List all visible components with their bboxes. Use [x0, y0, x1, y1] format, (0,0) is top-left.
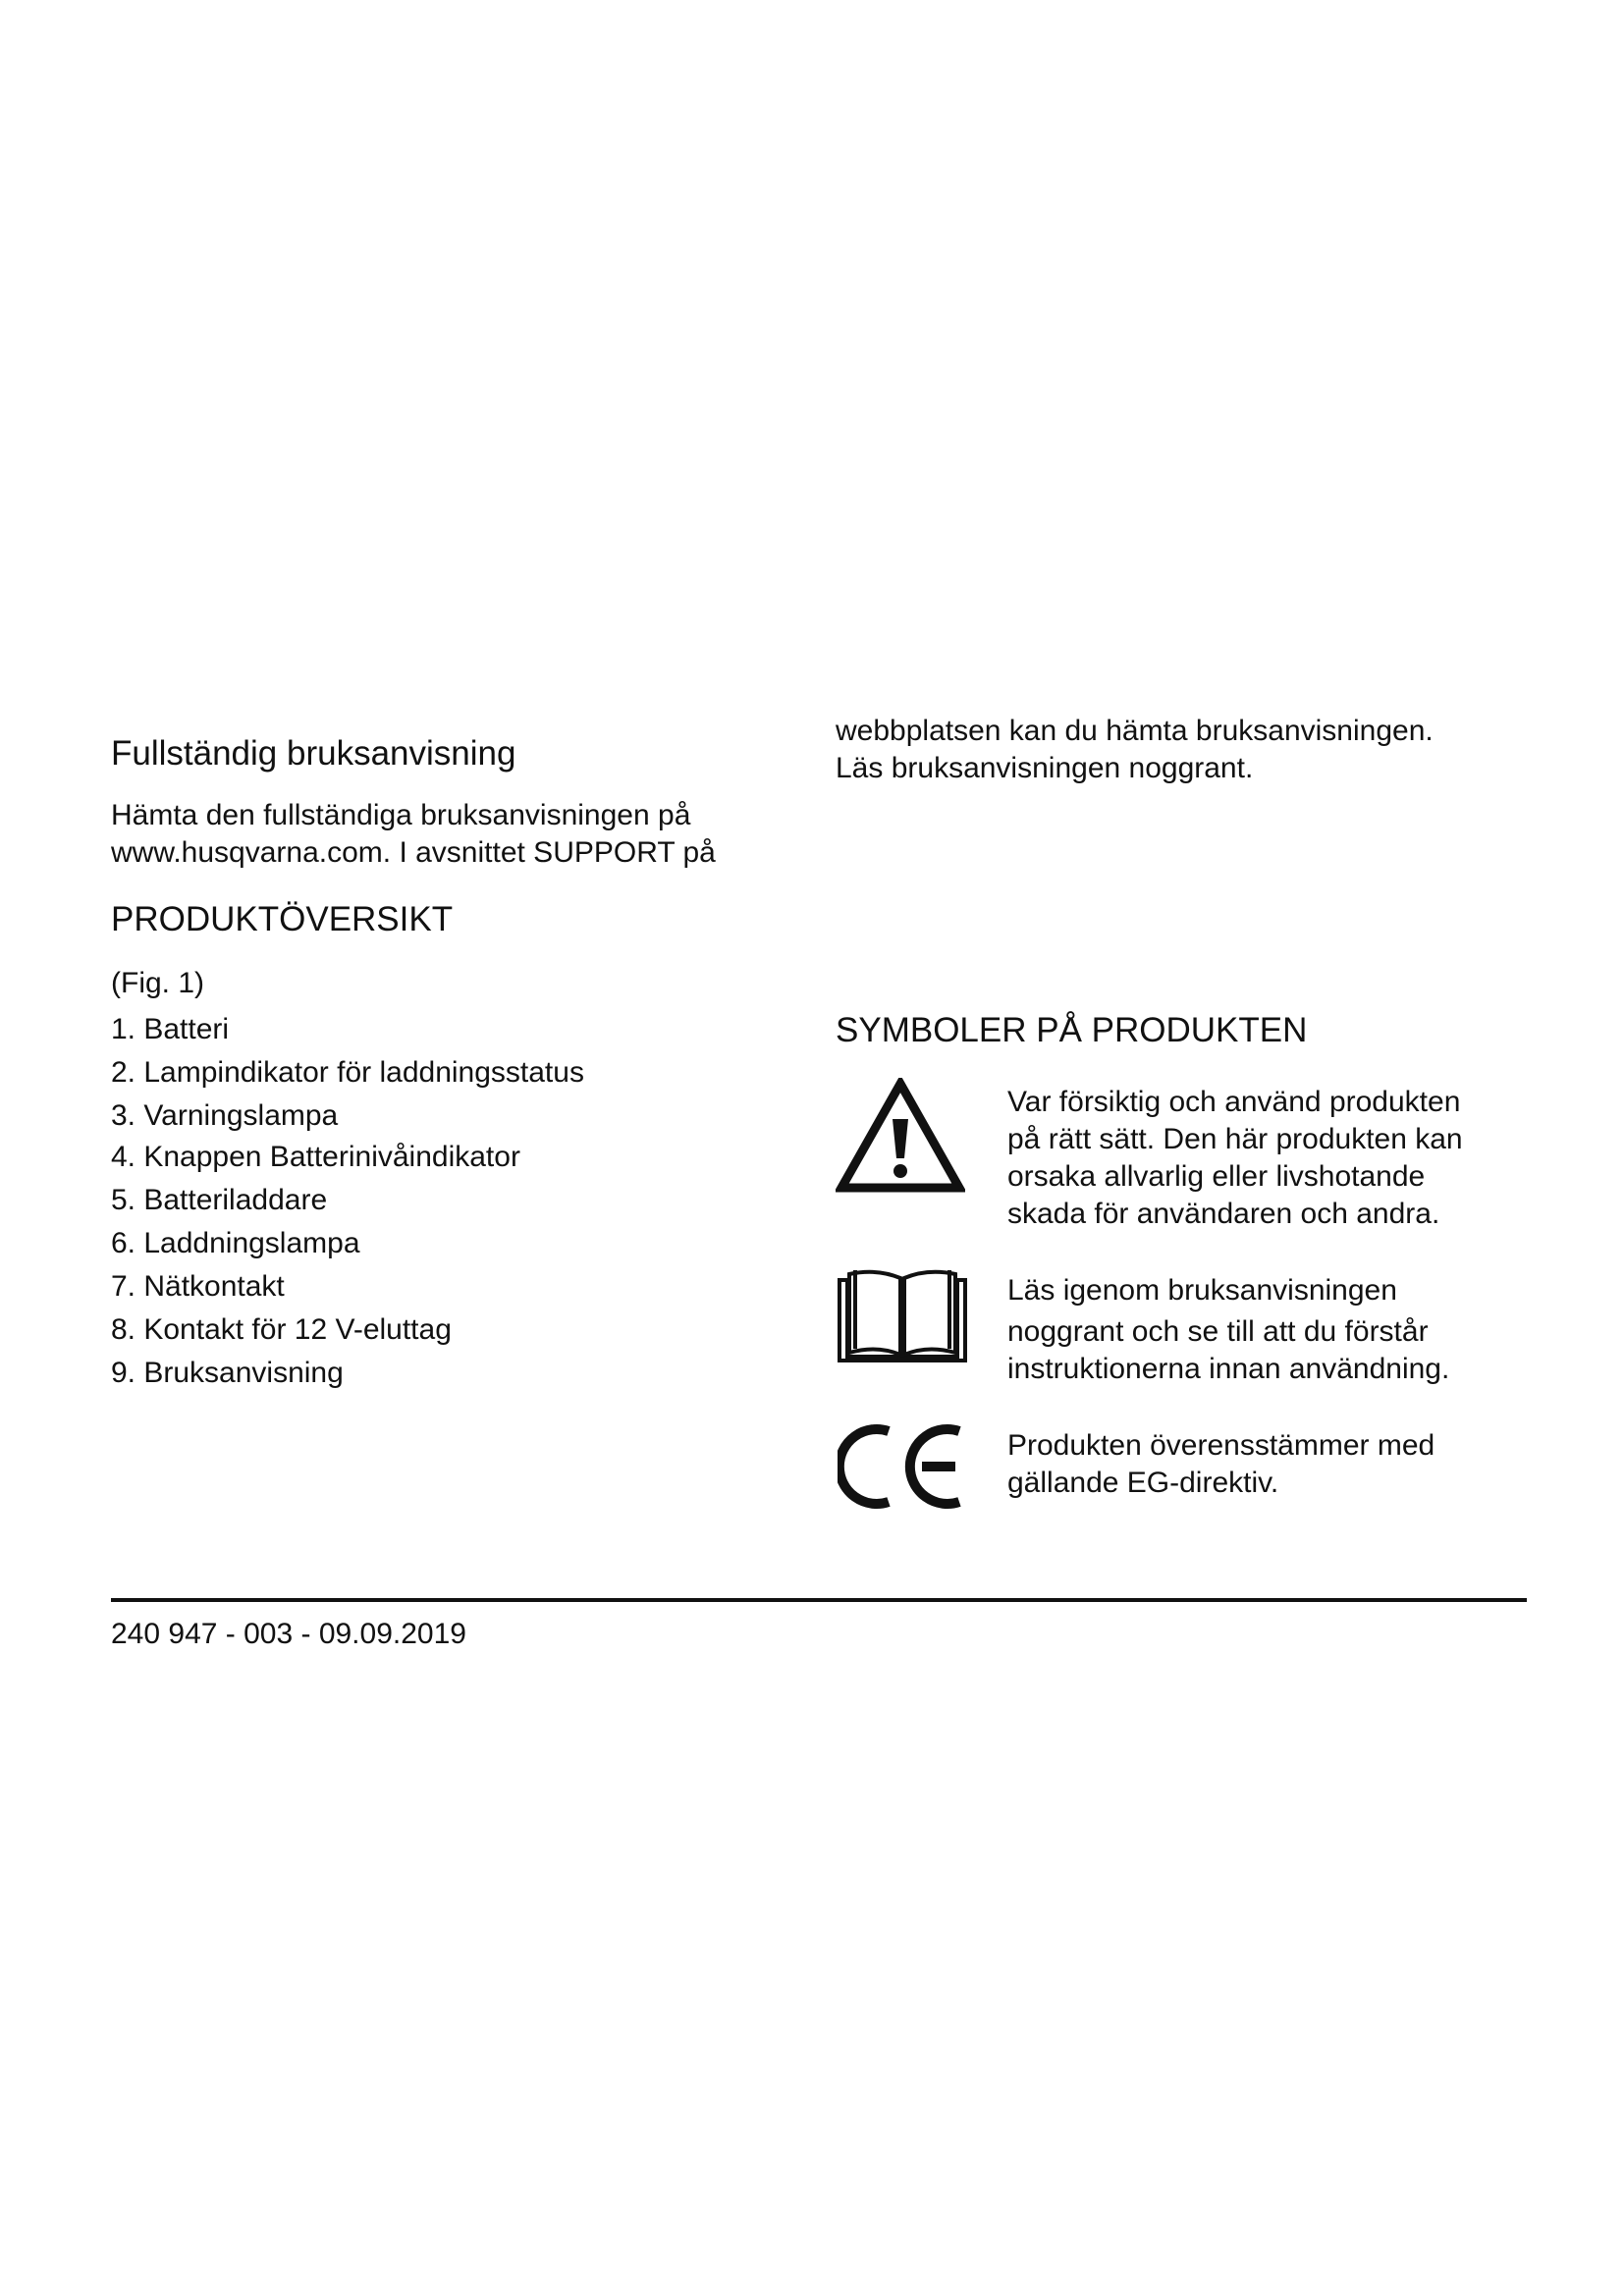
list-item: 2. Lampindikator för laddningsstatus — [111, 1056, 584, 1089]
overview-heading: PRODUKTÖVERSIKT — [111, 900, 454, 938]
footer-divider — [111, 1598, 1527, 1602]
symbol-description — [1007, 1427, 1435, 1502]
symbol-line: på rätt sätt. Den här produkten kan — [1007, 1123, 1463, 1155]
document-code: 240 947 - 003 - 09.09.2019 — [111, 1618, 466, 1650]
symbol-description — [1007, 1084, 1463, 1233]
full-manual-line: www.husqvarna.com. I avsnittet SUPPORT på — [111, 836, 716, 869]
list-item: 1. Batteri — [111, 1013, 230, 1045]
list-item: 3. Varningslampa — [111, 1099, 339, 1132]
list-item: 5. Batteriladdare — [111, 1184, 328, 1216]
list-item: 8. Kontakt för 12 V-eluttag — [111, 1313, 452, 1346]
full-manual-heading: Fullständig bruksanvisning — [111, 734, 516, 773]
ce-mark-icon — [838, 1421, 965, 1512]
continuation-line: webbplatsen kan du hämta bruksanvisningen. — [836, 715, 1434, 747]
figure-reference: (Fig. 1) — [111, 967, 205, 999]
list-item: 4. Knappen Batterinivåindikator — [111, 1141, 520, 1173]
full-manual-paragraph — [111, 797, 716, 872]
symbols-heading: SYMBOLER PÅ PRODUKTEN — [836, 1011, 1308, 1049]
list-item: 9. Bruksanvisning — [111, 1357, 344, 1389]
open-book-icon — [838, 1266, 967, 1362]
continuation-paragraph — [836, 713, 1434, 787]
symbol-line: Läs igenom bruksanvisningen — [1007, 1274, 1397, 1307]
symbol-line: Produkten överensstämmer med — [1007, 1429, 1435, 1462]
symbol-line: Var försiktig och använd produkten — [1007, 1086, 1461, 1118]
list-item: 7. Nätkontakt — [111, 1270, 285, 1303]
symbol-line: orsaka allvarlig eller livshotande — [1007, 1160, 1426, 1193]
list-item: 6. Laddningslampa — [111, 1227, 360, 1259]
symbol-line: gällande EG-direktiv. — [1007, 1467, 1279, 1499]
continuation-line: Läs bruksanvisningen noggrant. — [836, 752, 1254, 784]
symbol-line: skada för användaren och andra. — [1007, 1198, 1440, 1230]
full-manual-line: Hämta den fullständiga bruksanvisningen på — [111, 799, 691, 831]
symbol-description — [1007, 1272, 1449, 1388]
symbol-line: noggrant och se till att du förstår — [1007, 1315, 1429, 1348]
symbol-line: instruktionerna innan användning. — [1007, 1353, 1450, 1385]
warning-triangle-icon — [836, 1078, 965, 1194]
